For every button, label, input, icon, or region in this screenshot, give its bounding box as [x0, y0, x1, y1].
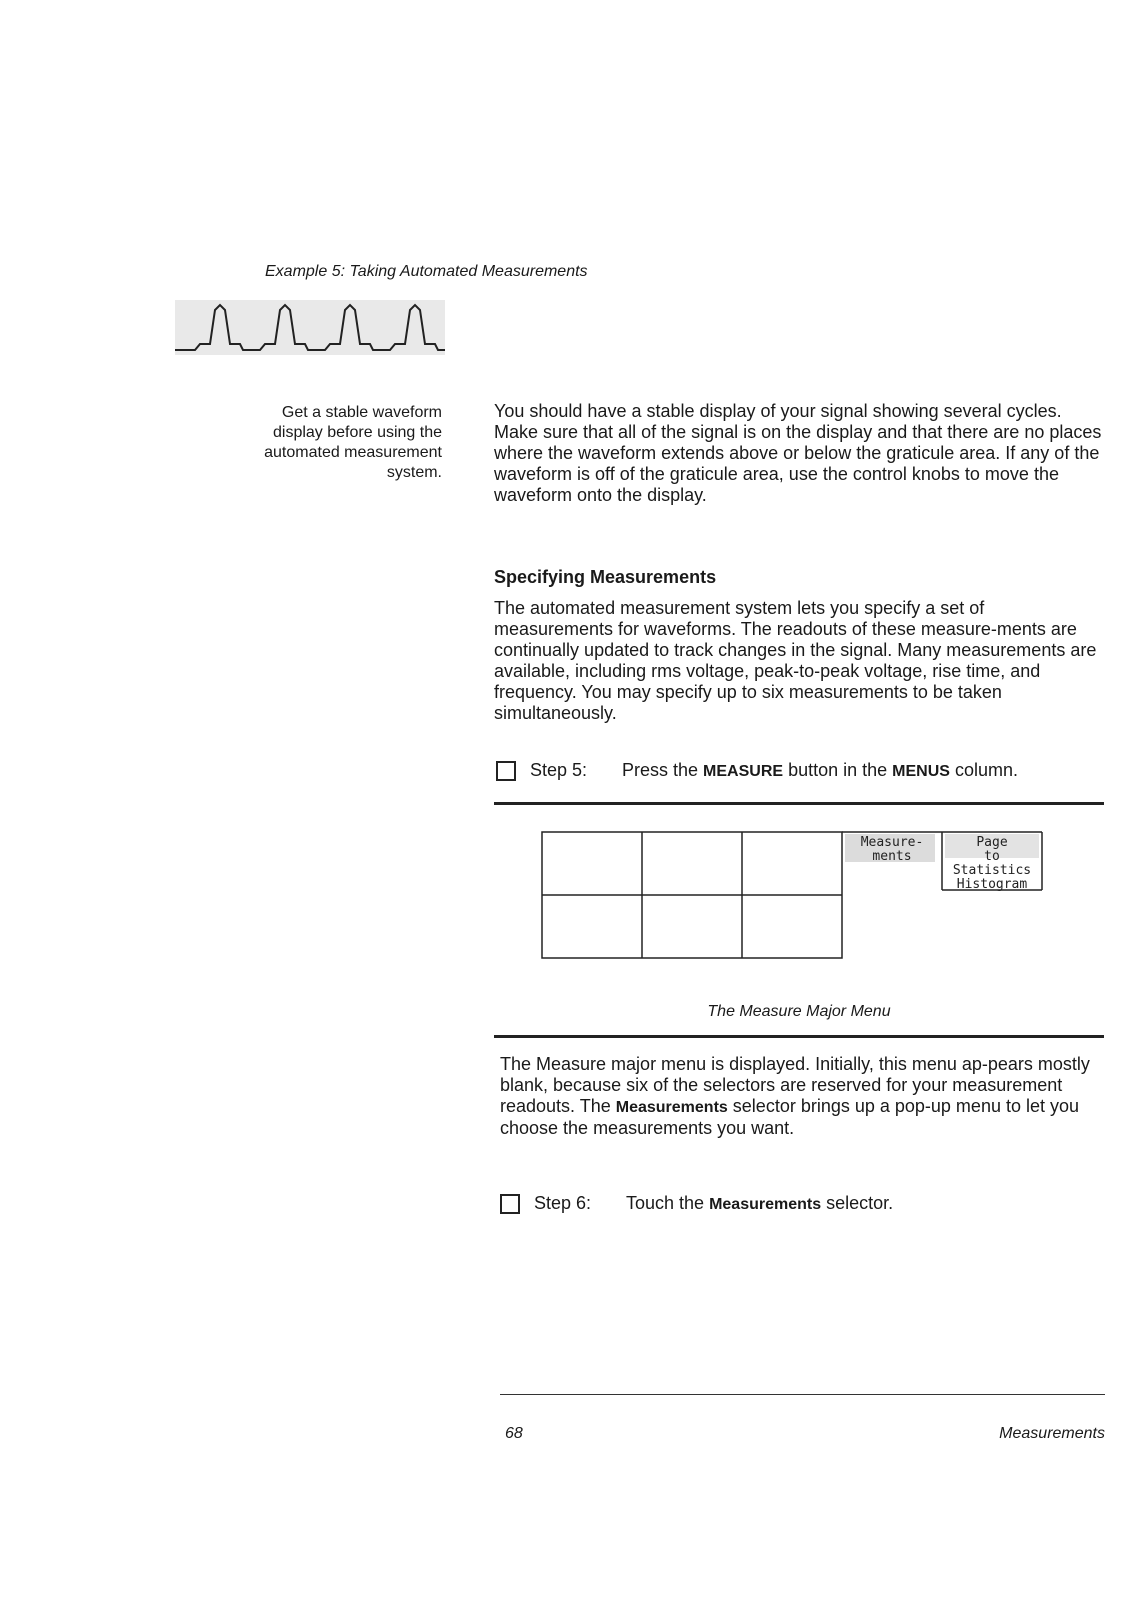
- measurements-selector-line1: Measure-: [860, 835, 924, 850]
- figure-caption: The Measure Major Menu: [707, 1003, 891, 1020]
- page-selector-line2: to: [984, 849, 1000, 864]
- measurements-keyword: Measurements: [615, 1099, 728, 1116]
- step-6: [500, 1193, 893, 1214]
- checkbox-icon[interactable]: [500, 1194, 520, 1214]
- margin-note: Get a stable waveform display before using the automated measurement system.: [264, 404, 442, 481]
- measurements-selector-line2: ments: [872, 849, 912, 864]
- section-paragraph: The automated measurement system lets you specify a set of measurements for waveforms. The readouts of these measure-ments are continually updated to track changes in the signal. Many measurements are available, including rms voltage, peak-to-peak voltage, rise time, and frequency. You may specify up to six measurements to be taken simultaneously.: [494, 598, 1097, 723]
- step-5: [496, 760, 1018, 781]
- step-label: Step 5:: [530, 760, 588, 780]
- footer-section-name: Measurements: [999, 1425, 1105, 1442]
- step-text: Press the MEASURE button in the MENUS column.: [622, 760, 1018, 780]
- page-selector-line4: Histogram: [956, 877, 1028, 892]
- menu-paragraph: The Measure major menu is displayed. Initially, this menu ap-pears mostly blank, because six of the selectors are reserved for your measurement readouts. The Measurements selector brings up a pop-up menu to let you choose the measurements you want.: [500, 1054, 1090, 1138]
- step-text: Touch the Measurements selector.: [626, 1193, 894, 1213]
- page-number: 68: [505, 1425, 523, 1442]
- menus-keyword: MENUS: [892, 763, 950, 780]
- checkbox-icon[interactable]: [496, 761, 516, 781]
- page-selector-line1: Page: [976, 835, 1008, 850]
- section-heading: Specifying Measurements: [494, 567, 717, 587]
- intro-paragraph: You should have a stable display of your signal showing several cycles. Make sure that all of the signal is on the display and that there are no places where the waveform extends above or below the graticule area. If any of the waveform is off of the graticule area, use the control knobs to move the waveform onto the display.: [494, 401, 1102, 505]
- footer-rule: [500, 1394, 1105, 1395]
- step-label: Step 6:: [534, 1193, 592, 1213]
- waveform-illustration: [175, 300, 445, 360]
- measurements-keyword: Measurements: [709, 1196, 822, 1213]
- rule-divider: [494, 1035, 1104, 1038]
- page-selector-line3: Statistics: [952, 863, 1032, 878]
- measure-keyword: MEASURE: [703, 763, 784, 780]
- rule-divider: [494, 802, 1104, 805]
- page-header: Example 5: Taking Automated Measurements: [265, 263, 588, 280]
- measure-menu-diagram: [540, 830, 1060, 965]
